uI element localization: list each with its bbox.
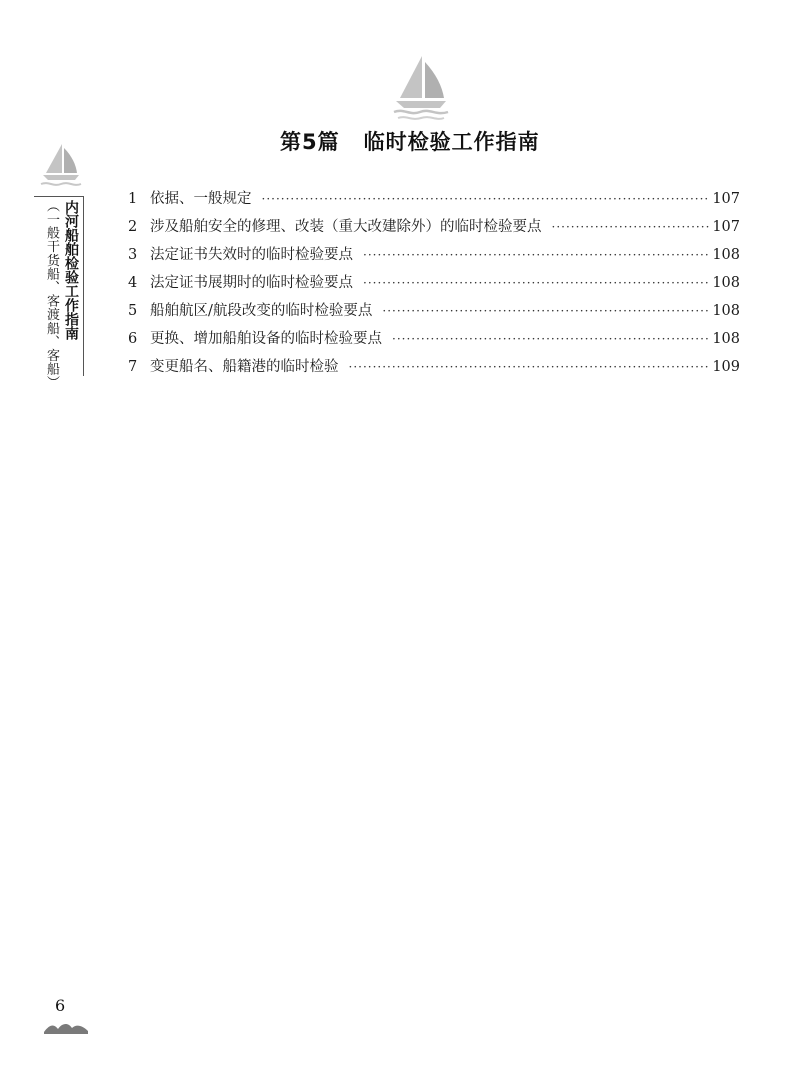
toc-page: 108 (712, 275, 740, 291)
toc-entry[interactable] (128, 269, 740, 297)
dot-leader (392, 325, 710, 353)
toc-entry[interactable] (128, 325, 740, 353)
dot-leader (262, 185, 711, 213)
toc-number: 5 (128, 303, 138, 319)
page-number: 6 (55, 996, 66, 1015)
toc-page: 108 (712, 331, 740, 347)
toc-label: 涉及船舶安全的修理、改装（重大改建除外）的临时检验要点 (150, 219, 542, 235)
book-subtitle: （一般干货船、客渡船、客船） (44, 199, 59, 390)
chapter-heading (280, 126, 560, 156)
toc-entry[interactable] (128, 297, 740, 325)
toc-entry[interactable] (128, 353, 740, 381)
toc-entry[interactable] (128, 213, 740, 241)
sailboat-icon (392, 54, 450, 122)
toc-number: 7 (128, 359, 138, 375)
toc-entry[interactable] (128, 241, 740, 269)
toc-page: 107 (712, 191, 740, 207)
chapter-title: 临时检验工作指南 (363, 130, 540, 154)
toc-entry[interactable] (128, 185, 740, 213)
toc-label: 变更船名、船籍港的临时检验 (150, 359, 339, 375)
sailboat-icon (40, 142, 82, 190)
toc-number: 1 (128, 191, 138, 207)
chapter-number: 第5篇 (280, 130, 340, 154)
dot-leader (552, 213, 711, 241)
toc-page: 107 (712, 219, 740, 235)
toc-page: 108 (712, 303, 740, 319)
toc-number: 3 (128, 247, 138, 263)
toc-label: 依据、一般规定 (150, 191, 252, 207)
toc-page: 109 (712, 359, 740, 375)
wave-icon (44, 1020, 88, 1034)
toc-number: 4 (128, 275, 138, 291)
toc-label: 船舶航区/航段改变的临时检验要点 (150, 303, 373, 319)
toc-label: 更换、增加船舶设备的临时检验要点 (150, 331, 382, 347)
dot-leader (382, 297, 710, 325)
toc-page: 108 (712, 247, 740, 263)
dot-leader (363, 241, 710, 269)
toc-label: 法定证书展期时的临时检验要点 (150, 275, 353, 291)
book-title: 内河船舶检验工作指南 (63, 200, 79, 340)
toc-number: 2 (128, 219, 138, 235)
side-divider (83, 196, 84, 376)
side-divider (34, 196, 84, 197)
table-of-contents (128, 185, 740, 381)
toc-number: 6 (128, 331, 138, 347)
toc-label: 法定证书失效时的临时检验要点 (150, 247, 353, 263)
dot-leader (349, 353, 711, 381)
dot-leader (363, 269, 710, 297)
